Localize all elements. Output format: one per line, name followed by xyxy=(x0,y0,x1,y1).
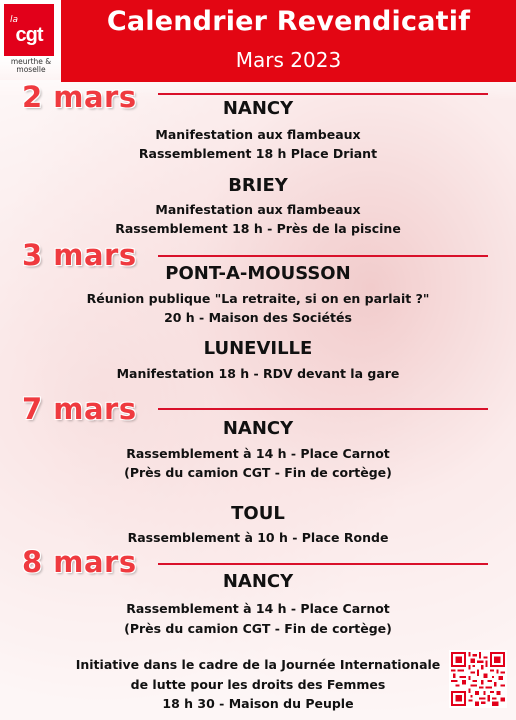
event-line: Rassemblement à 14 h - Place Carnot xyxy=(126,601,390,616)
page-subtitle: Mars 2023 xyxy=(235,48,342,72)
event-line: Manifestation 18 h - RDV devant la gare xyxy=(116,366,400,381)
event-city: BRIEY xyxy=(228,175,288,196)
event-line: Manifestation aux flambeaux xyxy=(155,202,361,217)
date-rule xyxy=(158,563,488,565)
event-line: Réunion publique "La retraite, si on en parlait ?" xyxy=(86,291,430,306)
event-city: LUNEVILLE xyxy=(203,338,313,359)
title-banner xyxy=(61,0,516,82)
event-line: Rassemblement à 10 h - Place Ronde xyxy=(127,530,389,545)
event-line: Initiative dans le cadre de la Journée Internationale xyxy=(75,657,441,672)
date-heading: 8 mars xyxy=(22,545,137,579)
event-line: 20 h - Maison des Sociétés xyxy=(164,310,352,325)
event-line: (Près du camion CGT - Fin de cortège) xyxy=(124,465,392,480)
event-line: Rassemblement à 14 h - Place Carnot xyxy=(126,446,390,461)
logo-text: cgt xyxy=(15,23,43,46)
date-rule xyxy=(158,408,488,410)
date-rule xyxy=(158,255,488,257)
event-line: Rassemblement 18 h - Près de la piscine xyxy=(115,221,401,236)
event-city: NANCY xyxy=(222,571,294,592)
qr-code-icon[interactable] xyxy=(449,650,507,708)
event-line: Manifestation aux flambeaux xyxy=(155,127,361,142)
date-heading: 2 mars xyxy=(22,80,137,114)
logo-subtitle: meurthe & moselle xyxy=(10,57,52,74)
event-city: TOUL xyxy=(231,503,285,524)
event-line: de lutte pour les droits des Femmes xyxy=(130,677,386,692)
event-city: PONT-A-MOUSSON xyxy=(165,263,351,284)
logo-script: la xyxy=(10,14,19,25)
event-city: NANCY xyxy=(222,98,294,119)
page-title: Calendrier Revendicatif xyxy=(106,6,471,37)
event-line: (Près du camion CGT - Fin de cortège) xyxy=(124,621,392,636)
date-heading: 3 mars xyxy=(22,238,137,272)
date-heading: 7 mars xyxy=(22,392,137,426)
event-line: 18 h 30 - Maison du Peuple xyxy=(162,696,354,711)
event-line: Rassemblement 18 h Place Driant xyxy=(138,146,378,161)
date-rule xyxy=(158,93,488,95)
cgt-logo xyxy=(4,4,54,56)
event-city: NANCY xyxy=(222,418,294,439)
